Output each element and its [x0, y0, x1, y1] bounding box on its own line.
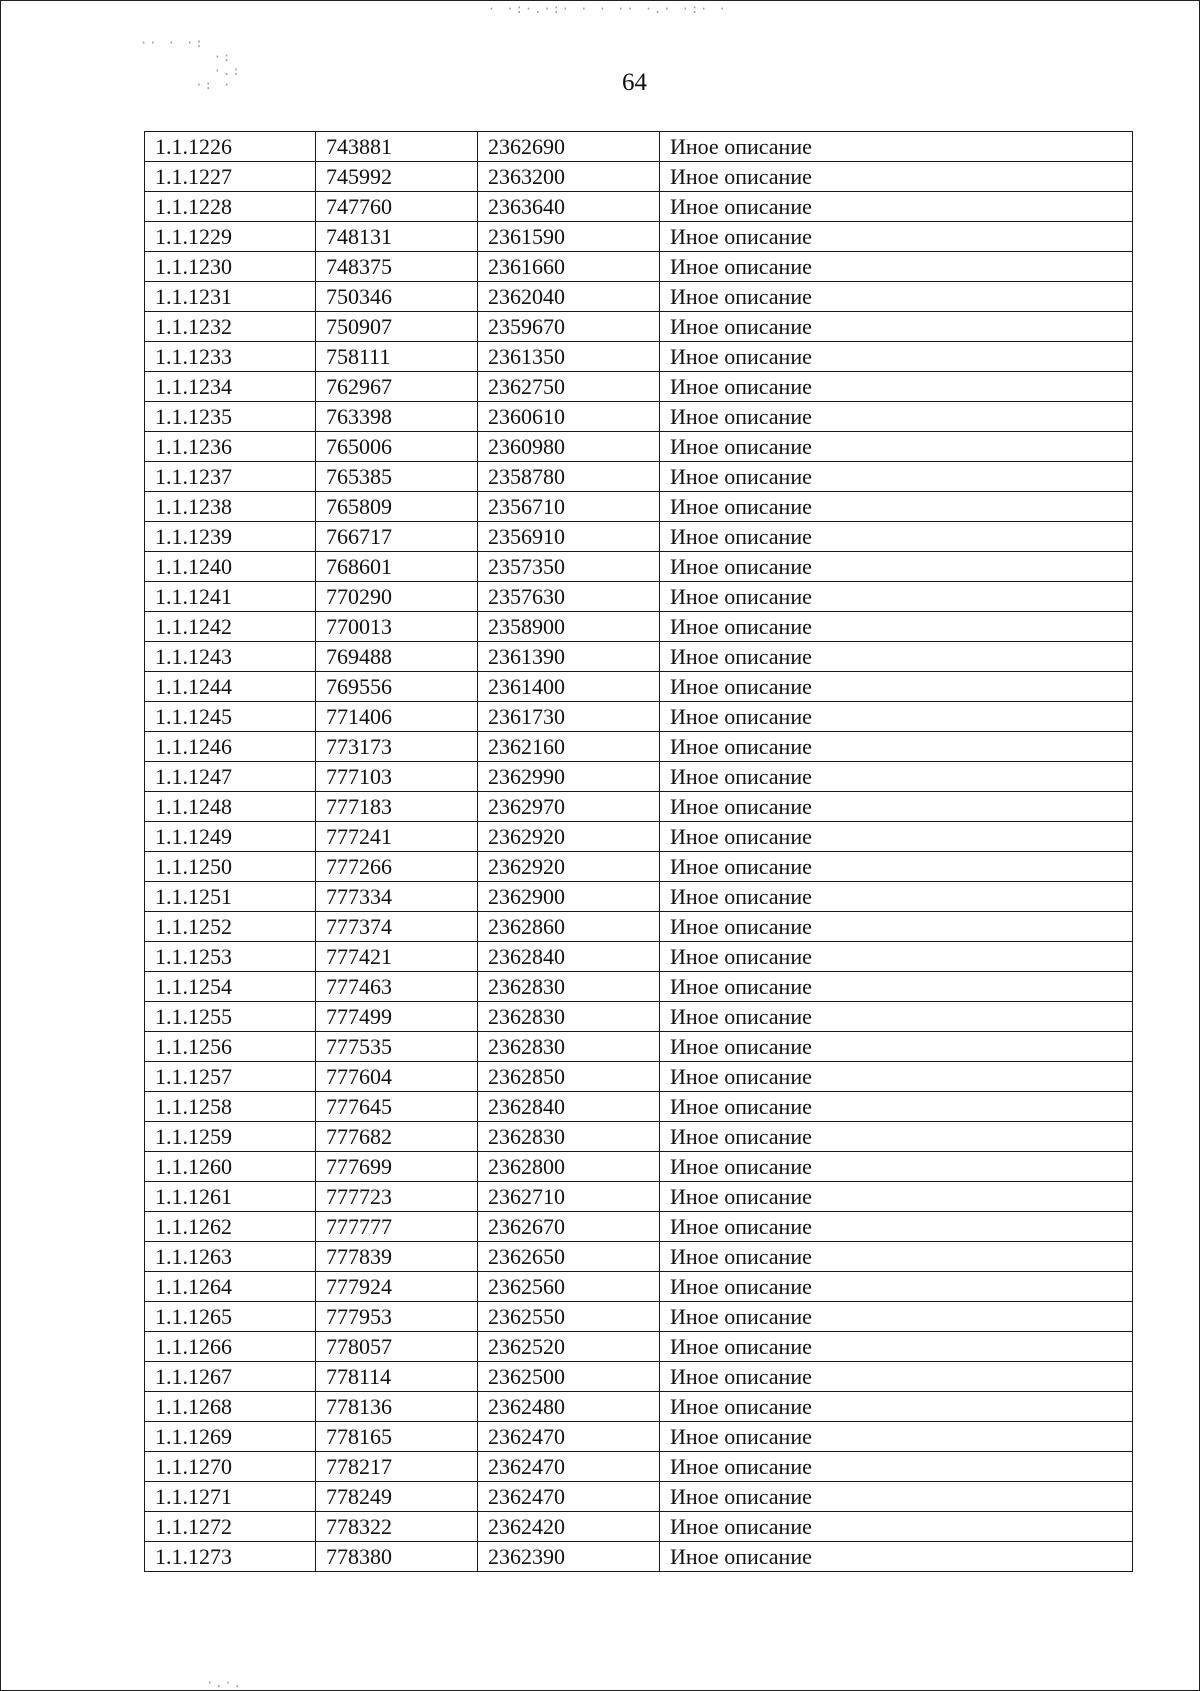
description-cell: Иное описание — [660, 642, 1133, 672]
point-number-cell: 1.1.1260 — [145, 1152, 316, 1182]
description-cell: Иное описание — [660, 612, 1133, 642]
description-cell: Иное описание — [660, 282, 1133, 312]
description-cell: Иное описание — [660, 1362, 1133, 1392]
description-cell: Иное описание — [660, 882, 1133, 912]
y-coordinate-cell: 2362650 — [478, 1242, 660, 1272]
table-row — [145, 1092, 1133, 1122]
point-number-cell: 1.1.1245 — [145, 702, 316, 732]
table-row — [145, 1302, 1133, 1332]
description-cell: Иное описание — [660, 1182, 1133, 1212]
table-row — [145, 1422, 1133, 1452]
y-coordinate-cell: 2362670 — [478, 1212, 660, 1242]
x-coordinate-cell: 778136 — [316, 1392, 478, 1422]
description-cell: Иное описание — [660, 672, 1133, 702]
y-coordinate-cell: 2362420 — [478, 1512, 660, 1542]
description-cell: Иное описание — [660, 342, 1133, 372]
y-coordinate-cell: 2362500 — [478, 1362, 660, 1392]
y-coordinate-cell: 2362040 — [478, 282, 660, 312]
x-coordinate-cell: 778165 — [316, 1422, 478, 1452]
x-coordinate-cell: 777183 — [316, 792, 478, 822]
description-cell: Иное описание — [660, 312, 1133, 342]
y-coordinate-cell: 2362470 — [478, 1422, 660, 1452]
y-coordinate-cell: 2362850 — [478, 1062, 660, 1092]
point-number-cell: 1.1.1257 — [145, 1062, 316, 1092]
table-row — [145, 1122, 1133, 1152]
table-row — [145, 162, 1133, 192]
y-coordinate-cell: 2358780 — [478, 462, 660, 492]
description-cell: Иное описание — [660, 552, 1133, 582]
description-cell: Иное описание — [660, 1392, 1133, 1422]
y-coordinate-cell: 2363200 — [478, 162, 660, 192]
y-coordinate-cell: 2361730 — [478, 702, 660, 732]
y-coordinate-cell: 2362560 — [478, 1272, 660, 1302]
point-number-cell: 1.1.1270 — [145, 1452, 316, 1482]
y-coordinate-cell: 2362830 — [478, 1032, 660, 1062]
x-coordinate-cell: 777499 — [316, 1002, 478, 1032]
description-cell: Иное описание — [660, 942, 1133, 972]
point-number-cell: 1.1.1259 — [145, 1122, 316, 1152]
point-number-cell: 1.1.1242 — [145, 612, 316, 642]
table-row — [145, 342, 1133, 372]
table-row — [145, 1032, 1133, 1062]
x-coordinate-cell: 777953 — [316, 1302, 478, 1332]
description-cell: Иное описание — [660, 1152, 1133, 1182]
table-row — [145, 1482, 1133, 1512]
table-row — [145, 732, 1133, 762]
point-number-cell: 1.1.1268 — [145, 1392, 316, 1422]
y-coordinate-cell: 2362160 — [478, 732, 660, 762]
x-coordinate-cell: 777604 — [316, 1062, 478, 1092]
point-number-cell: 1.1.1267 — [145, 1362, 316, 1392]
point-number-cell: 1.1.1243 — [145, 642, 316, 672]
table-row — [145, 552, 1133, 582]
y-coordinate-cell: 2362830 — [478, 972, 660, 1002]
table-row — [145, 702, 1133, 732]
description-cell: Иное описание — [660, 1032, 1133, 1062]
y-coordinate-cell: 2362860 — [478, 912, 660, 942]
table-row — [145, 1332, 1133, 1362]
description-cell: Иное описание — [660, 1452, 1133, 1482]
x-coordinate-cell: 777645 — [316, 1092, 478, 1122]
table-row — [145, 1392, 1133, 1422]
y-coordinate-cell: 2362900 — [478, 882, 660, 912]
x-coordinate-cell: 777777 — [316, 1212, 478, 1242]
table-row — [145, 792, 1133, 822]
point-number-cell: 1.1.1250 — [145, 852, 316, 882]
y-coordinate-cell: 2361590 — [478, 222, 660, 252]
x-coordinate-cell: 750346 — [316, 282, 478, 312]
y-coordinate-cell: 2362710 — [478, 1182, 660, 1212]
description-cell: Иное описание — [660, 492, 1133, 522]
point-number-cell: 1.1.1246 — [145, 732, 316, 762]
x-coordinate-cell: 777839 — [316, 1242, 478, 1272]
point-number-cell: 1.1.1262 — [145, 1212, 316, 1242]
x-coordinate-cell: 770290 — [316, 582, 478, 612]
y-coordinate-cell: 2362550 — [478, 1302, 660, 1332]
y-coordinate-cell: 2361390 — [478, 642, 660, 672]
y-coordinate-cell: 2362990 — [478, 762, 660, 792]
y-coordinate-cell: 2362390 — [478, 1542, 660, 1572]
point-number-cell: 1.1.1237 — [145, 462, 316, 492]
description-cell: Иное описание — [660, 252, 1133, 282]
point-number-cell: 1.1.1236 — [145, 432, 316, 462]
x-coordinate-cell: 769488 — [316, 642, 478, 672]
x-coordinate-cell: 777241 — [316, 822, 478, 852]
point-number-cell: 1.1.1251 — [145, 882, 316, 912]
y-coordinate-cell: 2356910 — [478, 522, 660, 552]
point-number-cell: 1.1.1255 — [145, 1002, 316, 1032]
point-number-cell: 1.1.1247 — [145, 762, 316, 792]
table-row — [145, 1272, 1133, 1302]
point-number-cell: 1.1.1234 — [145, 372, 316, 402]
description-cell: Иное описание — [660, 1092, 1133, 1122]
y-coordinate-cell: 2361660 — [478, 252, 660, 282]
x-coordinate-cell: 777699 — [316, 1152, 478, 1182]
point-number-cell: 1.1.1269 — [145, 1422, 316, 1452]
point-number-cell: 1.1.1254 — [145, 972, 316, 1002]
description-cell: Иное описание — [660, 1302, 1133, 1332]
x-coordinate-cell: 748375 — [316, 252, 478, 282]
point-number-cell: 1.1.1226 — [145, 132, 316, 162]
description-cell: Иное описание — [660, 912, 1133, 942]
description-cell: Иное описание — [660, 1272, 1133, 1302]
description-cell: Иное описание — [660, 822, 1133, 852]
table-row — [145, 852, 1133, 882]
point-number-cell: 1.1.1238 — [145, 492, 316, 522]
x-coordinate-cell: 765006 — [316, 432, 478, 462]
x-coordinate-cell: 777334 — [316, 882, 478, 912]
x-coordinate-cell: 769556 — [316, 672, 478, 702]
description-cell: Иное описание — [660, 522, 1133, 552]
description-cell: Иное описание — [660, 132, 1133, 162]
point-number-cell: 1.1.1266 — [145, 1332, 316, 1362]
table-row — [145, 492, 1133, 522]
table-row — [145, 1002, 1133, 1032]
point-number-cell: 1.1.1227 — [145, 162, 316, 192]
table-row — [145, 882, 1133, 912]
x-coordinate-cell: 743881 — [316, 132, 478, 162]
point-number-cell: 1.1.1231 — [145, 282, 316, 312]
description-cell: Иное описание — [660, 402, 1133, 432]
y-coordinate-cell: 2357630 — [478, 582, 660, 612]
point-number-cell: 1.1.1249 — [145, 822, 316, 852]
table-row — [145, 1512, 1133, 1542]
y-coordinate-cell: 2362840 — [478, 1092, 660, 1122]
table-row — [145, 822, 1133, 852]
description-cell: Иное описание — [660, 432, 1133, 462]
table-row — [145, 672, 1133, 702]
y-coordinate-cell: 2362830 — [478, 1122, 660, 1152]
x-coordinate-cell: 768601 — [316, 552, 478, 582]
x-coordinate-cell: 778057 — [316, 1332, 478, 1362]
description-cell: Иное описание — [660, 222, 1133, 252]
description-cell: Иное описание — [660, 972, 1133, 1002]
x-coordinate-cell: 747760 — [316, 192, 478, 222]
y-coordinate-cell: 2361400 — [478, 672, 660, 702]
x-coordinate-cell: 773173 — [316, 732, 478, 762]
scan-noise-left: ·· · ·: ·: ·.: ·: · — [140, 36, 242, 92]
point-number-cell: 1.1.1253 — [145, 942, 316, 972]
table-row — [145, 192, 1133, 222]
description-cell: Иное описание — [660, 1512, 1133, 1542]
table-row — [145, 912, 1133, 942]
y-coordinate-cell: 2363640 — [478, 192, 660, 222]
x-coordinate-cell: 777421 — [316, 942, 478, 972]
table-row — [145, 1452, 1133, 1482]
table-row — [145, 612, 1133, 642]
x-coordinate-cell: 778114 — [316, 1362, 478, 1392]
x-coordinate-cell: 777535 — [316, 1032, 478, 1062]
y-coordinate-cell: 2362470 — [478, 1452, 660, 1482]
y-coordinate-cell: 2361350 — [478, 342, 660, 372]
x-coordinate-cell: 758111 — [316, 342, 478, 372]
point-number-cell: 1.1.1263 — [145, 1242, 316, 1272]
description-cell: Иное описание — [660, 1122, 1133, 1152]
x-coordinate-cell: 762967 — [316, 372, 478, 402]
x-coordinate-cell: 748131 — [316, 222, 478, 252]
point-number-cell: 1.1.1256 — [145, 1032, 316, 1062]
table-row — [145, 312, 1133, 342]
table-row — [145, 462, 1133, 492]
y-coordinate-cell: 2362750 — [478, 372, 660, 402]
table-row — [145, 372, 1133, 402]
y-coordinate-cell: 2362520 — [478, 1332, 660, 1362]
scan-noise-top: · ·:·.·:· · · ·· ·.· ·:· · — [488, 2, 728, 16]
table-row — [145, 522, 1133, 552]
y-coordinate-cell: 2362800 — [478, 1152, 660, 1182]
x-coordinate-cell: 777924 — [316, 1272, 478, 1302]
point-number-cell: 1.1.1229 — [145, 222, 316, 252]
x-coordinate-cell: 765385 — [316, 462, 478, 492]
table-row — [145, 1062, 1133, 1092]
point-number-cell: 1.1.1233 — [145, 342, 316, 372]
description-cell: Иное описание — [660, 702, 1133, 732]
description-cell: Иное описание — [660, 792, 1133, 822]
x-coordinate-cell: 778380 — [316, 1542, 478, 1572]
description-cell: Иное описание — [660, 582, 1133, 612]
table-row — [145, 402, 1133, 432]
y-coordinate-cell: 2357350 — [478, 552, 660, 582]
point-number-cell: 1.1.1239 — [145, 522, 316, 552]
y-coordinate-cell: 2362840 — [478, 942, 660, 972]
x-coordinate-cell: 770013 — [316, 612, 478, 642]
x-coordinate-cell: 777463 — [316, 972, 478, 1002]
description-cell: Иное описание — [660, 192, 1133, 222]
table-row — [145, 1242, 1133, 1272]
y-coordinate-cell: 2360980 — [478, 432, 660, 462]
x-coordinate-cell: 777374 — [316, 912, 478, 942]
y-coordinate-cell: 2359670 — [478, 312, 660, 342]
description-cell: Иное описание — [660, 852, 1133, 882]
x-coordinate-cell: 771406 — [316, 702, 478, 732]
description-cell: Иное описание — [660, 1212, 1133, 1242]
description-cell: Иное описание — [660, 162, 1133, 192]
point-number-cell: 1.1.1258 — [145, 1092, 316, 1122]
table-row — [145, 132, 1133, 162]
y-coordinate-cell: 2362470 — [478, 1482, 660, 1512]
point-number-cell: 1.1.1265 — [145, 1302, 316, 1332]
point-number-cell: 1.1.1252 — [145, 912, 316, 942]
y-coordinate-cell: 2362970 — [478, 792, 660, 822]
description-cell: Иное описание — [660, 1542, 1133, 1572]
y-coordinate-cell: 2358900 — [478, 612, 660, 642]
table-row — [145, 582, 1133, 612]
point-number-cell: 1.1.1228 — [145, 192, 316, 222]
point-number-cell: 1.1.1273 — [145, 1542, 316, 1572]
point-number-cell: 1.1.1261 — [145, 1182, 316, 1212]
x-coordinate-cell: 750907 — [316, 312, 478, 342]
table-row — [145, 1362, 1133, 1392]
scan-noise-bottom: ·.·. — [206, 1676, 243, 1690]
table-row — [145, 1182, 1133, 1212]
page-number: 64 — [622, 69, 647, 96]
description-cell: Иное описание — [660, 1242, 1133, 1272]
x-coordinate-cell: 777723 — [316, 1182, 478, 1212]
x-coordinate-cell: 777682 — [316, 1122, 478, 1152]
point-number-cell: 1.1.1272 — [145, 1512, 316, 1542]
x-coordinate-cell: 745992 — [316, 162, 478, 192]
table-row — [145, 432, 1133, 462]
y-coordinate-cell: 2362920 — [478, 852, 660, 882]
description-cell: Иное описание — [660, 1332, 1133, 1362]
table-body — [145, 132, 1133, 1572]
x-coordinate-cell: 777103 — [316, 762, 478, 792]
y-coordinate-cell: 2362830 — [478, 1002, 660, 1032]
x-coordinate-cell: 778322 — [316, 1512, 478, 1542]
table-row — [145, 972, 1133, 1002]
x-coordinate-cell: 766717 — [316, 522, 478, 552]
point-number-cell: 1.1.1271 — [145, 1482, 316, 1512]
coordinates-table — [144, 131, 1133, 1572]
description-cell: Иное описание — [660, 372, 1133, 402]
point-number-cell: 1.1.1235 — [145, 402, 316, 432]
x-coordinate-cell: 777266 — [316, 852, 478, 882]
x-coordinate-cell: 778249 — [316, 1482, 478, 1512]
x-coordinate-cell: 765809 — [316, 492, 478, 522]
table-row — [145, 222, 1133, 252]
point-number-cell: 1.1.1232 — [145, 312, 316, 342]
point-number-cell: 1.1.1241 — [145, 582, 316, 612]
point-number-cell: 1.1.1240 — [145, 552, 316, 582]
table-row — [145, 762, 1133, 792]
table-row — [145, 282, 1133, 312]
table-row — [145, 1152, 1133, 1182]
table-row — [145, 942, 1133, 972]
table-row — [145, 1542, 1133, 1572]
x-coordinate-cell: 763398 — [316, 402, 478, 432]
table-row — [145, 1212, 1133, 1242]
y-coordinate-cell: 2362690 — [478, 132, 660, 162]
y-coordinate-cell: 2362920 — [478, 822, 660, 852]
point-number-cell: 1.1.1248 — [145, 792, 316, 822]
point-number-cell: 1.1.1244 — [145, 672, 316, 702]
description-cell: Иное описание — [660, 1482, 1133, 1512]
x-coordinate-cell: 778217 — [316, 1452, 478, 1482]
point-number-cell: 1.1.1230 — [145, 252, 316, 282]
description-cell: Иное описание — [660, 762, 1133, 792]
point-number-cell: 1.1.1264 — [145, 1272, 316, 1302]
y-coordinate-cell: 2360610 — [478, 402, 660, 432]
y-coordinate-cell: 2362480 — [478, 1392, 660, 1422]
description-cell: Иное описание — [660, 732, 1133, 762]
y-coordinate-cell: 2356710 — [478, 492, 660, 522]
table-row — [145, 252, 1133, 282]
description-cell: Иное описание — [660, 1422, 1133, 1452]
table-row — [145, 642, 1133, 672]
description-cell: Иное описание — [660, 462, 1133, 492]
description-cell: Иное описание — [660, 1062, 1133, 1092]
description-cell: Иное описание — [660, 1002, 1133, 1032]
